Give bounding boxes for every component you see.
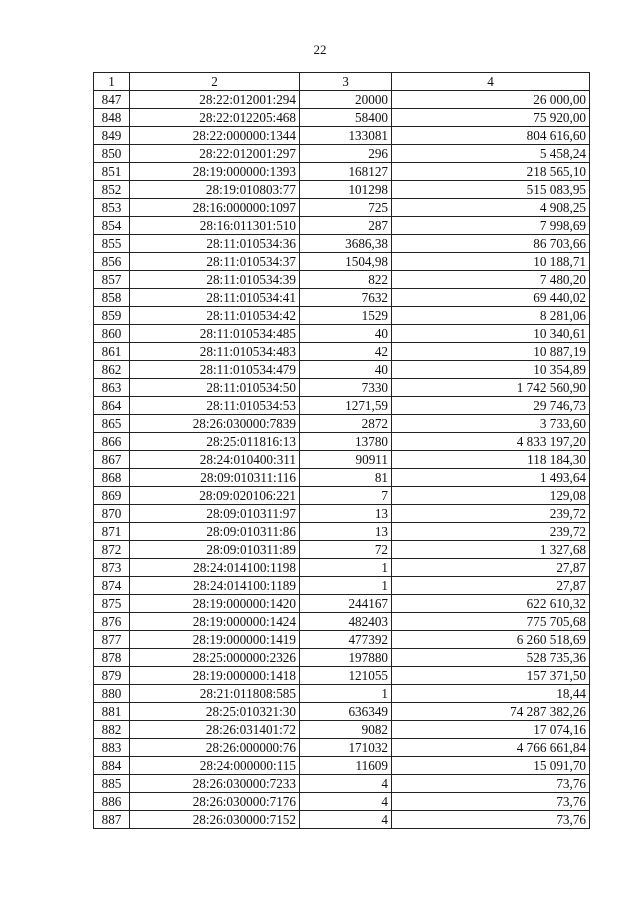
area-cell: 477392 — [300, 631, 392, 649]
row-number-cell: 849 — [94, 127, 130, 145]
row-number-cell: 871 — [94, 523, 130, 541]
area-cell: 1 — [300, 685, 392, 703]
table-row — [94, 343, 590, 361]
amount-cell: 17 074,16 — [392, 721, 590, 739]
table-row — [94, 559, 590, 577]
column-header: 4 — [392, 73, 590, 91]
data-table — [93, 72, 590, 829]
area-cell: 7632 — [300, 289, 392, 307]
row-number-cell: 870 — [94, 505, 130, 523]
area-cell: 171032 — [300, 739, 392, 757]
cadastral-number-cell: 28:11:010534:41 — [130, 289, 300, 307]
area-cell: 40 — [300, 361, 392, 379]
area-cell: 287 — [300, 217, 392, 235]
area-cell: 1 — [300, 577, 392, 595]
amount-cell: 10 188,71 — [392, 253, 590, 271]
table-row — [94, 271, 590, 289]
cadastral-number-cell: 28:26:030000:7152 — [130, 811, 300, 829]
amount-cell: 622 610,32 — [392, 595, 590, 613]
cadastral-number-cell: 28:26:030000:7839 — [130, 415, 300, 433]
cadastral-number-cell: 28:19:000000:1393 — [130, 163, 300, 181]
area-cell: 1504,98 — [300, 253, 392, 271]
cadastral-number-cell: 28:24:010400:311 — [130, 451, 300, 469]
table-row — [94, 109, 590, 127]
area-cell: 1 — [300, 559, 392, 577]
area-cell: 9082 — [300, 721, 392, 739]
row-number-cell: 855 — [94, 235, 130, 253]
area-cell: 11609 — [300, 757, 392, 775]
amount-cell: 75 920,00 — [392, 109, 590, 127]
cadastral-number-cell: 28:11:010534:39 — [130, 271, 300, 289]
area-cell: 72 — [300, 541, 392, 559]
cadastral-number-cell: 28:26:030000:7233 — [130, 775, 300, 793]
table-row — [94, 181, 590, 199]
table-row — [94, 523, 590, 541]
area-cell: 244167 — [300, 595, 392, 613]
row-number-cell: 883 — [94, 739, 130, 757]
table-row — [94, 415, 590, 433]
table-row — [94, 487, 590, 505]
row-number-cell: 854 — [94, 217, 130, 235]
table-row — [94, 577, 590, 595]
area-cell: 1529 — [300, 307, 392, 325]
amount-cell: 10 354,89 — [392, 361, 590, 379]
area-cell: 482403 — [300, 613, 392, 631]
row-number-cell: 867 — [94, 451, 130, 469]
cadastral-number-cell: 28:26:031401:72 — [130, 721, 300, 739]
area-cell: 296 — [300, 145, 392, 163]
table-row — [94, 775, 590, 793]
header-row — [94, 73, 590, 91]
cadastral-number-cell: 28:09:010311:86 — [130, 523, 300, 541]
row-number-cell: 873 — [94, 559, 130, 577]
cadastral-number-cell: 28:22:012001:297 — [130, 145, 300, 163]
table-row — [94, 397, 590, 415]
cadastral-number-cell: 28:24:014100:1189 — [130, 577, 300, 595]
area-cell: 20000 — [300, 91, 392, 109]
amount-cell: 73,76 — [392, 793, 590, 811]
amount-cell: 73,76 — [392, 811, 590, 829]
row-number-cell: 865 — [94, 415, 130, 433]
table-row — [94, 379, 590, 397]
area-cell: 40 — [300, 325, 392, 343]
row-number-cell: 885 — [94, 775, 130, 793]
table-row — [94, 163, 590, 181]
table-row — [94, 631, 590, 649]
area-cell: 13780 — [300, 433, 392, 451]
row-number-cell: 866 — [94, 433, 130, 451]
table-row — [94, 793, 590, 811]
table-row — [94, 127, 590, 145]
cadastral-number-cell: 28:25:010321:30 — [130, 703, 300, 721]
table-row — [94, 217, 590, 235]
area-cell: 13 — [300, 505, 392, 523]
area-cell: 3686,38 — [300, 235, 392, 253]
area-cell: 7 — [300, 487, 392, 505]
table-row — [94, 505, 590, 523]
area-cell: 121055 — [300, 667, 392, 685]
row-number-cell: 879 — [94, 667, 130, 685]
amount-cell: 3 733,60 — [392, 415, 590, 433]
amount-cell: 27,87 — [392, 559, 590, 577]
row-number-cell: 874 — [94, 577, 130, 595]
row-number-cell: 868 — [94, 469, 130, 487]
cadastral-number-cell: 28:11:010534:37 — [130, 253, 300, 271]
row-number-cell: 886 — [94, 793, 130, 811]
table-row — [94, 361, 590, 379]
column-header: 3 — [300, 73, 392, 91]
row-number-cell: 857 — [94, 271, 130, 289]
table-row — [94, 91, 590, 109]
area-cell: 101298 — [300, 181, 392, 199]
amount-cell: 118 184,30 — [392, 451, 590, 469]
row-number-cell: 884 — [94, 757, 130, 775]
table-row — [94, 685, 590, 703]
table-row — [94, 721, 590, 739]
amount-cell: 27,87 — [392, 577, 590, 595]
cadastral-number-cell: 28:09:010311:116 — [130, 469, 300, 487]
table-row — [94, 235, 590, 253]
area-cell: 133081 — [300, 127, 392, 145]
cadastral-number-cell: 28:19:000000:1418 — [130, 667, 300, 685]
amount-cell: 29 746,73 — [392, 397, 590, 415]
area-cell: 58400 — [300, 109, 392, 127]
table-row — [94, 703, 590, 721]
cadastral-number-cell: 28:09:010311:89 — [130, 541, 300, 559]
amount-cell: 239,72 — [392, 523, 590, 541]
cadastral-number-cell: 28:11:010534:42 — [130, 307, 300, 325]
area-cell: 725 — [300, 199, 392, 217]
table-row — [94, 613, 590, 631]
amount-cell: 515 083,95 — [392, 181, 590, 199]
amount-cell: 69 440,02 — [392, 289, 590, 307]
cadastral-number-cell: 28:22:000000:1344 — [130, 127, 300, 145]
row-number-cell: 887 — [94, 811, 130, 829]
amount-cell: 8 281,06 — [392, 307, 590, 325]
table-row — [94, 325, 590, 343]
table-row — [94, 433, 590, 451]
cadastral-number-cell: 28:22:012001:294 — [130, 91, 300, 109]
table-row — [94, 595, 590, 613]
row-number-cell: 869 — [94, 487, 130, 505]
table-row — [94, 541, 590, 559]
table-row — [94, 667, 590, 685]
cadastral-number-cell: 28:19:010803:77 — [130, 181, 300, 199]
row-number-cell: 848 — [94, 109, 130, 127]
row-number-cell: 861 — [94, 343, 130, 361]
amount-cell: 26 000,00 — [392, 91, 590, 109]
area-cell: 197880 — [300, 649, 392, 667]
amount-cell: 6 260 518,69 — [392, 631, 590, 649]
table-body — [94, 91, 590, 829]
cadastral-number-cell: 28:26:030000:7176 — [130, 793, 300, 811]
row-number-cell: 877 — [94, 631, 130, 649]
table-row — [94, 307, 590, 325]
cadastral-number-cell: 28:19:000000:1419 — [130, 631, 300, 649]
area-cell: 4 — [300, 775, 392, 793]
cadastral-number-cell: 28:09:020106:221 — [130, 487, 300, 505]
amount-cell: 239,72 — [392, 505, 590, 523]
area-cell: 822 — [300, 271, 392, 289]
row-number-cell: 847 — [94, 91, 130, 109]
amount-cell: 4 908,25 — [392, 199, 590, 217]
table-row — [94, 289, 590, 307]
cadastral-number-cell: 28:24:014100:1198 — [130, 559, 300, 577]
area-cell: 2872 — [300, 415, 392, 433]
row-number-cell: 880 — [94, 685, 130, 703]
table-row — [94, 451, 590, 469]
row-number-cell: 862 — [94, 361, 130, 379]
area-cell: 1271,59 — [300, 397, 392, 415]
cadastral-number-cell: 28:11:010534:479 — [130, 361, 300, 379]
amount-cell: 218 565,10 — [392, 163, 590, 181]
row-number-cell: 853 — [94, 199, 130, 217]
cadastral-number-cell: 28:21:011808:585 — [130, 685, 300, 703]
column-header: 1 — [94, 73, 130, 91]
table-row — [94, 649, 590, 667]
row-number-cell: 858 — [94, 289, 130, 307]
row-number-cell: 859 — [94, 307, 130, 325]
cadastral-number-cell: 28:22:012205:468 — [130, 109, 300, 127]
amount-cell: 7 480,20 — [392, 271, 590, 289]
area-cell: 4 — [300, 793, 392, 811]
row-number-cell: 872 — [94, 541, 130, 559]
row-number-cell: 851 — [94, 163, 130, 181]
cadastral-number-cell: 28:11:010534:50 — [130, 379, 300, 397]
amount-cell: 528 735,36 — [392, 649, 590, 667]
area-cell: 42 — [300, 343, 392, 361]
amount-cell: 1 742 560,90 — [392, 379, 590, 397]
amount-cell: 4 766 661,84 — [392, 739, 590, 757]
area-cell: 636349 — [300, 703, 392, 721]
cadastral-number-cell: 28:11:010534:485 — [130, 325, 300, 343]
table-row — [94, 469, 590, 487]
area-cell: 90911 — [300, 451, 392, 469]
amount-cell: 1 327,68 — [392, 541, 590, 559]
table-row — [94, 199, 590, 217]
cadastral-number-cell: 28:26:000000:76 — [130, 739, 300, 757]
cadastral-number-cell: 28:16:011301:510 — [130, 217, 300, 235]
amount-cell: 10 887,19 — [392, 343, 590, 361]
area-cell: 13 — [300, 523, 392, 541]
row-number-cell: 856 — [94, 253, 130, 271]
cadastral-number-cell: 28:11:010534:36 — [130, 235, 300, 253]
row-number-cell: 875 — [94, 595, 130, 613]
amount-cell: 804 616,60 — [392, 127, 590, 145]
row-number-cell: 878 — [94, 649, 130, 667]
amount-cell: 1 493,64 — [392, 469, 590, 487]
amount-cell: 15 091,70 — [392, 757, 590, 775]
table-row — [94, 253, 590, 271]
table-row — [94, 145, 590, 163]
row-number-cell: 863 — [94, 379, 130, 397]
table-row — [94, 811, 590, 829]
page-number: 22 — [313, 42, 327, 57]
column-header: 2 — [130, 73, 300, 91]
row-number-cell: 860 — [94, 325, 130, 343]
amount-cell: 18,44 — [392, 685, 590, 703]
cadastral-number-cell: 28:11:010534:53 — [130, 397, 300, 415]
cadastral-number-cell: 28:09:010311:97 — [130, 505, 300, 523]
row-number-cell: 850 — [94, 145, 130, 163]
amount-cell: 157 371,50 — [392, 667, 590, 685]
amount-cell: 4 833 197,20 — [392, 433, 590, 451]
area-cell: 81 — [300, 469, 392, 487]
table-row — [94, 757, 590, 775]
cadastral-number-cell: 28:19:000000:1424 — [130, 613, 300, 631]
area-cell: 168127 — [300, 163, 392, 181]
cadastral-number-cell: 28:11:010534:483 — [130, 343, 300, 361]
amount-cell: 10 340,61 — [392, 325, 590, 343]
row-number-cell: 882 — [94, 721, 130, 739]
row-number-cell: 852 — [94, 181, 130, 199]
area-cell: 4 — [300, 811, 392, 829]
cadastral-number-cell: 28:16:000000:1097 — [130, 199, 300, 217]
cadastral-number-cell: 28:19:000000:1420 — [130, 595, 300, 613]
amount-cell: 73,76 — [392, 775, 590, 793]
cadastral-number-cell: 28:25:000000:2326 — [130, 649, 300, 667]
amount-cell: 86 703,66 — [392, 235, 590, 253]
cadastral-number-cell: 28:24:000000:115 — [130, 757, 300, 775]
amount-cell: 129,08 — [392, 487, 590, 505]
amount-cell: 5 458,24 — [392, 145, 590, 163]
table-row — [94, 739, 590, 757]
row-number-cell: 876 — [94, 613, 130, 631]
row-number-cell: 864 — [94, 397, 130, 415]
amount-cell: 7 998,69 — [392, 217, 590, 235]
row-number-cell: 881 — [94, 703, 130, 721]
area-cell: 7330 — [300, 379, 392, 397]
amount-cell: 775 705,68 — [392, 613, 590, 631]
amount-cell: 74 287 382,26 — [392, 703, 590, 721]
cadastral-number-cell: 28:25:011816:13 — [130, 433, 300, 451]
